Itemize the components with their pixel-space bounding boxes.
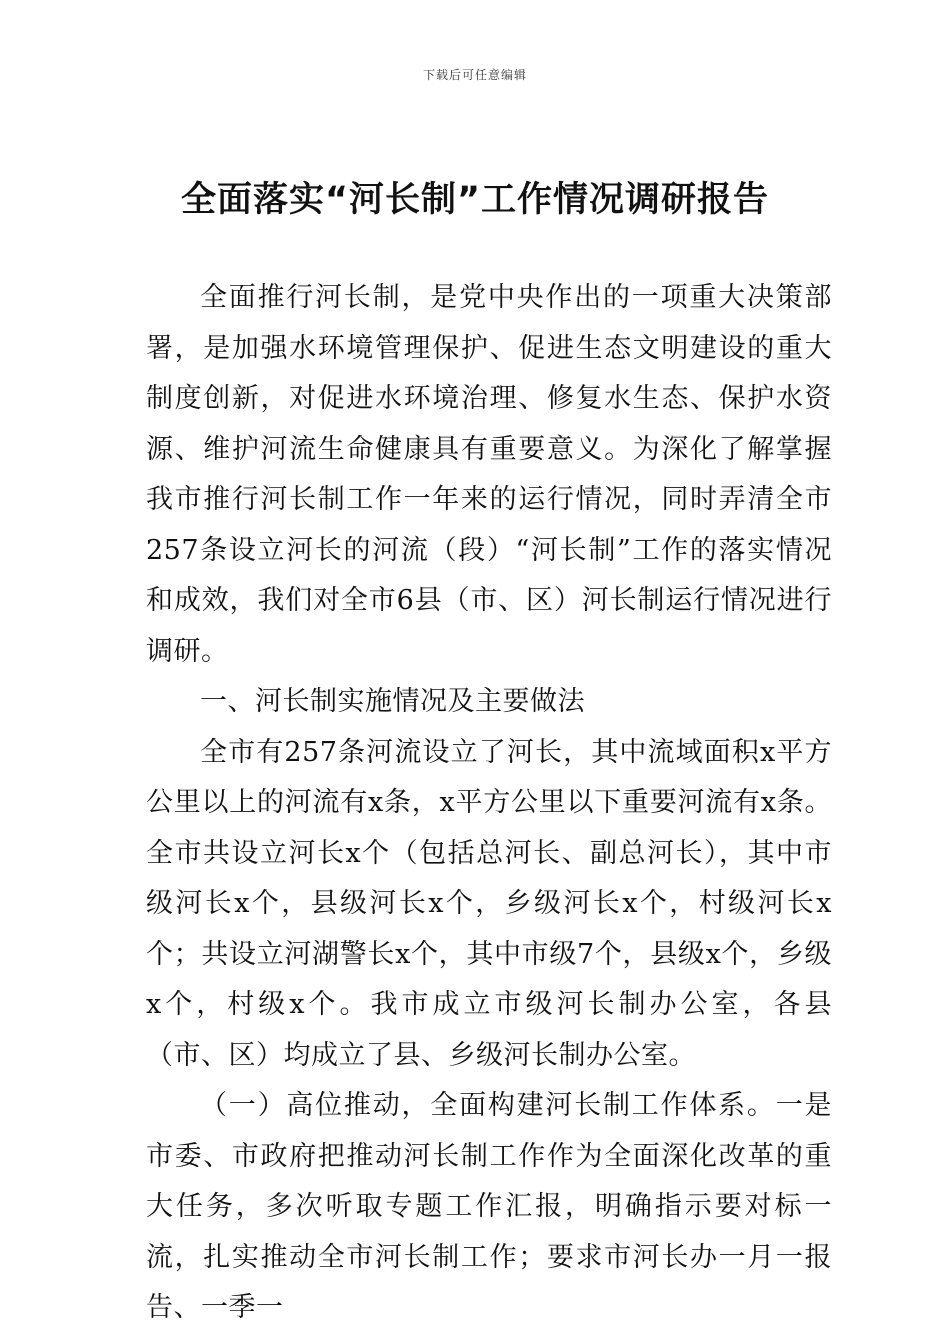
header-note: 下载后可任意编辑 — [422, 68, 527, 82]
section-heading: 一、河长制实施情况及主要做法 — [200, 686, 585, 717]
paragraph-overview: 全市有257条河流设立了河长，其中流域面积x平方公里以上的河流有x条，x平方公里以下重要河流有x条。全市共设立河长x个（包括总河长、副总河长），其中市级河长x个，县级河长x个，乡级河长x个，村级河长x个；共设立河湖警长x个，其中市级7个，县级x个，乡级x个，村级x个。我市成立市级河长制办公室，各县（市、区）均成立了县、乡级河长制办公室。 — [146, 736, 833, 1071]
paragraph-subsection-1: （一）高位推动，全面构建河长制工作体系。一是市委、市政府把推动河长制工作作为全面深化改革的重大任务，多次听取专题工作汇报，明确指示要对标一流，扎实推动全市河长制工作；要求市河长办一月一报告、一季一 — [146, 1090, 832, 1323]
document-title: 全面落实“河长制”工作情况调研报告 — [180, 180, 769, 220]
document-body — [146, 273, 832, 1334]
paragraph-intro: 全面推行河长制，是党中央作出的一项重大决策部署，是加强水环境管理保护、促进生态文明建设的重大制度创新，对促进水环境治理、修复水生态、保护水资源、维护河流生命健康具有重要意义。为深化了解掌握我市推行河长制工作一年来的运行情况，同时弄清全市257条设立河长的河流（段）“河长制”工作的落实情况和成效，我们对全市6县（市、区）河长制运行情况进行调研。 — [146, 282, 832, 667]
